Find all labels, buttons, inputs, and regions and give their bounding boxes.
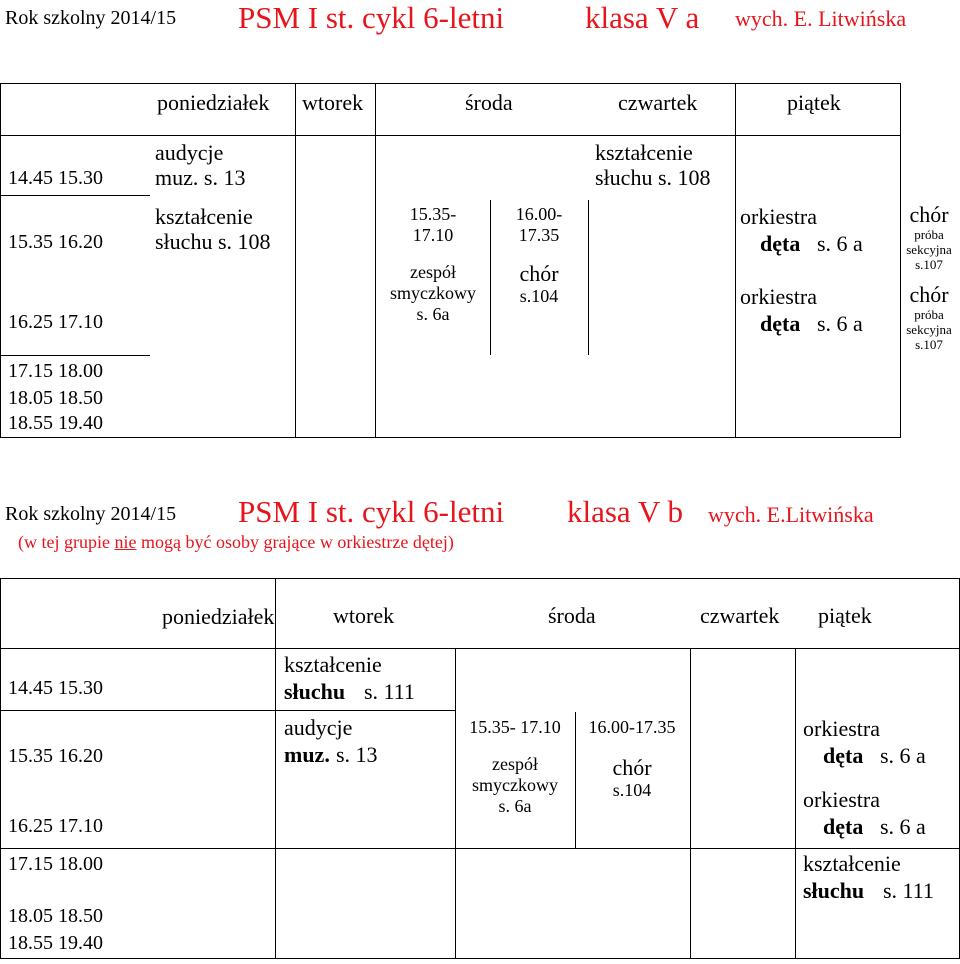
lesson-name: orkiestra bbox=[803, 787, 880, 812]
program-title: PSM I st. cykl 6-letni bbox=[238, 494, 505, 529]
lesson-fri-a2: chór próba sekcyjna s.107 bbox=[906, 282, 952, 352]
lesson-name: dęta bbox=[823, 814, 864, 839]
lesson-room: s. 6 a bbox=[817, 231, 863, 256]
time-slot: 18.05 18.50 bbox=[8, 387, 103, 409]
time-slot: 17.15 18.00 bbox=[8, 853, 103, 875]
lesson-room: s. 13 bbox=[336, 742, 378, 767]
day-header: czwartek bbox=[700, 603, 780, 628]
program-title: PSM I st. cykl 6-letni bbox=[238, 0, 505, 35]
tutor: wych. E.Litwińska bbox=[708, 502, 874, 527]
lesson-name: audycje bbox=[284, 715, 353, 740]
lesson-name: kształcenie bbox=[284, 652, 382, 677]
day-header: piątek bbox=[787, 90, 841, 115]
class-title: klasa V a bbox=[585, 0, 700, 35]
lesson-wed-b2: 16.00-17.35 chór s.104 bbox=[588, 717, 676, 800]
school-year: Rok szkolny 2014/15 bbox=[5, 7, 177, 29]
time-slot: 18.55 19.40 bbox=[8, 412, 103, 434]
group-note: (w tej grupie nie mogą być osoby grające w orkiestrze dętej) bbox=[18, 532, 454, 552]
lesson-name: dęta bbox=[823, 743, 864, 768]
day-header: wtorek bbox=[302, 90, 364, 115]
day-header: piątek bbox=[818, 603, 872, 628]
lesson-room: muz. s. 13 bbox=[155, 165, 246, 190]
lesson-room: słuchu s. 108 bbox=[595, 165, 711, 190]
lesson-name: dęta bbox=[760, 231, 801, 256]
lesson-name: dęta bbox=[760, 311, 801, 336]
lesson-wed-a: 16.00- 17.35 chór s.104 bbox=[515, 204, 563, 306]
time-slot: 18.05 18.50 bbox=[8, 905, 103, 927]
time-slot: 17.15 18.00 bbox=[8, 360, 103, 382]
lesson-name: kształcenie bbox=[155, 204, 253, 229]
day-header: poniedziałek bbox=[162, 604, 275, 629]
time-slot: 16.25 17.10 bbox=[8, 311, 103, 333]
lesson-name: słuchu bbox=[803, 878, 865, 903]
day-header: środa bbox=[465, 90, 513, 115]
lesson-name: orkiestra bbox=[740, 284, 817, 309]
lesson-wed-b1: 15.35- 17.10 zespół smyczkowy s. 6a bbox=[469, 717, 561, 816]
class-title: klasa V b bbox=[567, 494, 683, 529]
lesson-name: orkiestra bbox=[740, 204, 817, 229]
lesson-fri-a1: chór próba sekcyjna s.107 bbox=[906, 202, 952, 272]
time-slot: 15.35 16.20 bbox=[8, 745, 103, 767]
lesson-name: słuchu bbox=[284, 679, 346, 704]
lesson-room: słuchu s. 108 bbox=[155, 229, 271, 254]
lesson-room: s. 111 bbox=[883, 878, 934, 903]
day-header: wtorek bbox=[333, 603, 395, 628]
time-slot: 14.45 15.30 bbox=[8, 677, 103, 699]
lesson-name: muz. bbox=[284, 742, 330, 767]
day-header: poniedziałek bbox=[157, 90, 270, 115]
time-slot: 18.55 19.40 bbox=[8, 932, 103, 954]
time-slot: 16.25 17.10 bbox=[8, 815, 103, 837]
lesson-room: s. 111 bbox=[364, 679, 415, 704]
tutor: wych. E. Litwińska bbox=[735, 6, 907, 31]
lesson-tue-a: 15.35- 17.10 zespół smyczkowy s. 6a bbox=[390, 204, 476, 324]
school-year: Rok szkolny 2014/15 bbox=[5, 503, 177, 525]
time-slot: 15.35 16.20 bbox=[8, 231, 103, 253]
lesson-name: kształcenie bbox=[803, 851, 901, 876]
lesson-room: s. 6 a bbox=[880, 743, 926, 768]
lesson-room: s. 6 a bbox=[880, 814, 926, 839]
lesson-name: kształcenie bbox=[595, 140, 693, 165]
lesson-name: orkiestra bbox=[803, 716, 880, 741]
lesson-name: audycje bbox=[155, 140, 224, 165]
lesson-room: s. 6 a bbox=[817, 311, 863, 336]
day-header: czwartek bbox=[618, 90, 698, 115]
time-slot: 14.45 15.30 bbox=[8, 167, 103, 189]
day-header: środa bbox=[548, 603, 596, 628]
